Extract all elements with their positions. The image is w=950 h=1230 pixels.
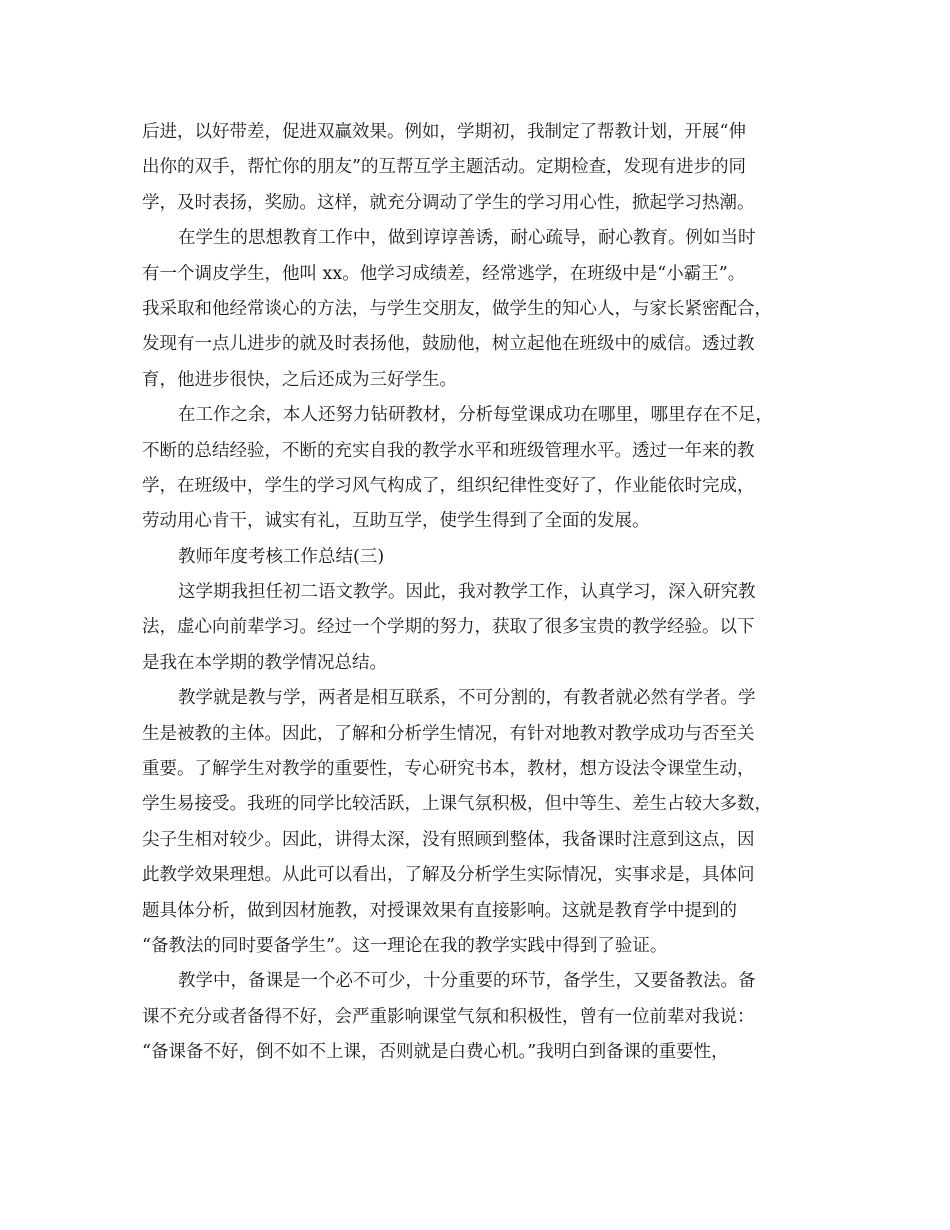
text-line: 课不充分或者备得不好，会严重影响课堂气氛和积极性，曾有一位前辈对我说：: [142, 1006, 755, 1027]
paragraph-start-line: 在学生的思想教育工作中，做到谆谆善诱，耐心疏导，耐心教育。例如当时: [178, 228, 756, 249]
paragraph-start-line: 这学期我担任初二语文教学。因此，我对教学工作，认真学习，深入研究教: [178, 582, 756, 603]
paragraph-start-line: 教学中，备课是一个必不可少，十分重要的环节，备学生，又要备教法。备: [178, 971, 756, 992]
text-line: 劳动用心肯干，诚实有礼，互助互学，使学生得到了全面的发展。: [142, 511, 650, 532]
text-line: “备教法的同时要备学生”。这一理论在我的教学实践中得到了验证。: [142, 935, 668, 956]
text-line: 生是被教的主体。因此，了解和分析学生情况，有针对地教对教学成功与否至关: [142, 723, 755, 744]
body-text: [142, 115, 810, 1071]
paragraph-start-line: 在工作之余，本人还努力钻研教材，分析每堂课成功在哪里，哪里存在不足，: [178, 405, 773, 426]
text-line: “备课备不好，倒不如不上课，否则就是白费心机。”我明白到备课的重要性，: [142, 1042, 729, 1063]
text-line: 尖子生相对较少。因此，讲得太深，没有照顾到整体，我备课时注意到这点，因: [142, 829, 755, 850]
text-line: 法，虚心向前辈学习。经过一个学期的努力，获取了很多宝贵的教学经验。以下: [142, 617, 755, 638]
text-line: 此教学效果理想。从此可以看出，了解及分析学生实际情况，实事求是，具体问: [142, 865, 755, 886]
text-line: 有一个调皮学生，他叫 xx。他学习成绩差，经常逃学，在班级中是“小霸王”。: [142, 263, 746, 284]
text-line: 学生易接受。我班的同学比较活跃，上课气氛积极，但中等生、差生占较大多数，: [142, 794, 772, 815]
text-line: 后进，以好带差，促进双赢效果。例如，学期初，我制定了帮教计划，开展“伸: [142, 122, 746, 142]
section-heading: 教师年度考核工作总结(三): [178, 546, 385, 567]
text-line: 育，他进步很快，之后还成为三好学生。: [142, 369, 457, 390]
text-line: 出你的双手，帮忙你的朋友”的互帮互学主题活动。定期检查，发现有进步的同: [142, 157, 746, 178]
text-line: 题具体分析，做到因材施教，对授课效果有直接影响。这就是教育学中提到的: [142, 900, 737, 921]
text-line: 不断的总结经验，不断的充实自我的教学水平和班级管理水平。透过一年来的教: [142, 440, 755, 461]
text-line: 重要。了解学生对教学的重要性，专心研究书本，教材，想方设法令课堂生动，: [142, 759, 755, 780]
text-line: 发现有一点儿进步的就及时表扬他，鼓励他，树立起他在班级中的威信。透过教: [142, 334, 755, 355]
text-line: 学，在班级中，学生的学习风气构成了，组织纪律性变好了，作业能依时完成，: [142, 475, 755, 496]
text-line: 我采取和他经常谈心的方法，与学生交朋友，做学生的知心人，与家长紧密配合，: [142, 298, 772, 319]
text-line: 学，及时表扬，奖励。这样，就充分调动了学生的学习用心性，掀起学习热潮。: [142, 192, 755, 213]
paragraph-start-line: 教学就是教与学，两者是相互联系，不可分割的，有教者就必然有学者。学: [178, 688, 756, 709]
text-line: 是我在本学期的教学情况总结。: [142, 652, 387, 673]
